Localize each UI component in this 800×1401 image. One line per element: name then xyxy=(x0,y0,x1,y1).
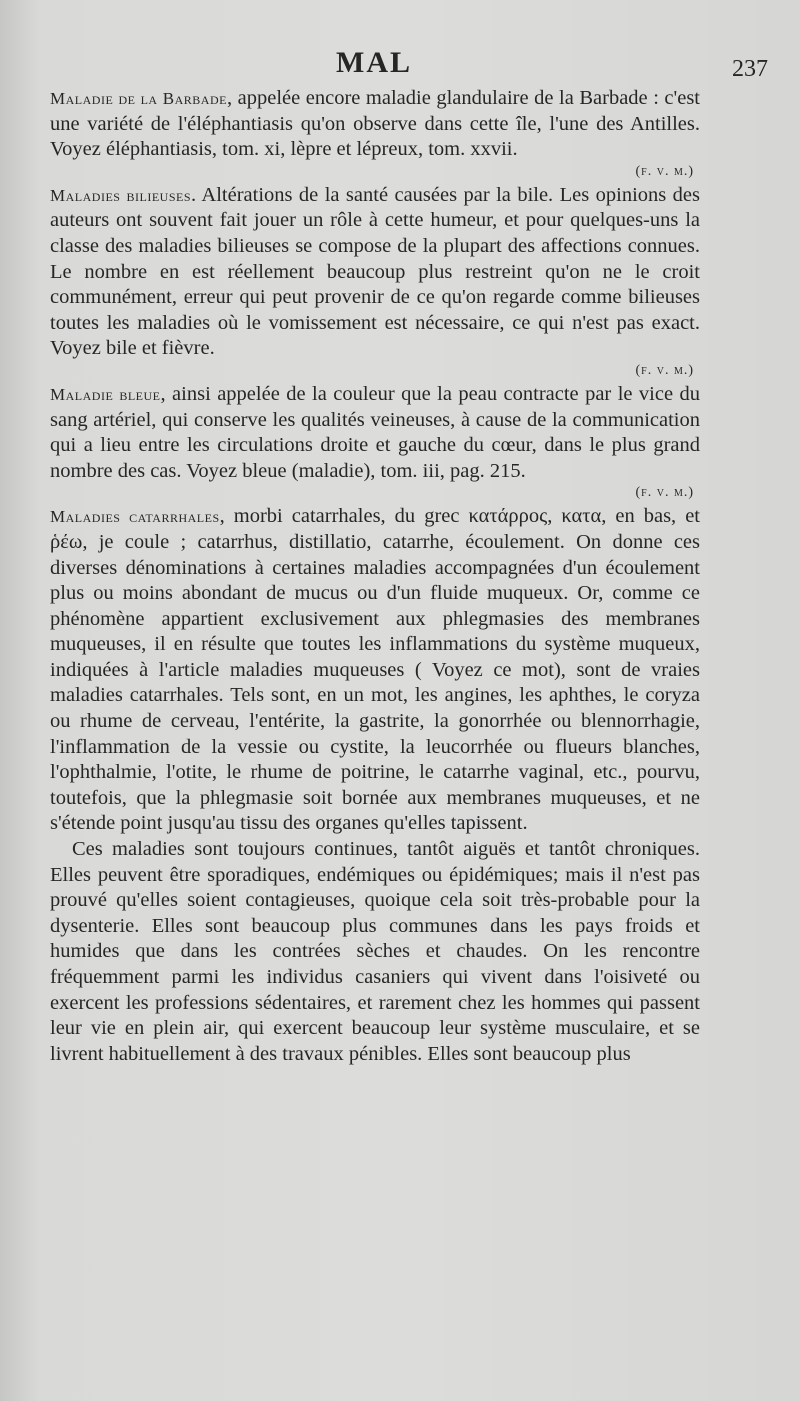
entry-headword: Maladies catarrhales xyxy=(50,507,220,527)
entry-text: , appelée encore maladie glandulaire de la Barbade : c'est une variété de l'éléphantiasis qu'on observe dans cette île, l'une des Antilles. Voyez éléphantiasis, tom. xi, lèpre et lépreux, tom. xxvii. xyxy=(50,87,700,161)
entry-headword: Maladies bilieuses xyxy=(50,185,191,205)
entry-text: , ainsi appelée de la couleur que la peau contracte par le vice du sang artériel, qui conserve les qualités veineuses, à cause de la communication qui a lieu entre les circulations droite et gauche du cœur, dans le plus grand nombre des cas. Voyez bleue (maladie), tom. iii, pag. 215. xyxy=(50,382,700,482)
dictionary-entry xyxy=(50,382,700,504)
dictionary-entry xyxy=(50,86,700,183)
dictionary-entry xyxy=(50,504,700,837)
dictionary-entry xyxy=(50,183,700,382)
page-body xyxy=(50,86,700,1067)
entry-author: (f. v. m.) xyxy=(635,485,694,501)
entry-author: (f. v. m.) xyxy=(635,163,694,179)
entry-headword: Maladie de la Barbade xyxy=(50,89,227,108)
entry-text: , morbi catarrhales, du grec κατάρρος, κατα, en bas, et ῥέω, je coule ; catarrhus, distillatio, catarrhe, écoulement. On donne ces diverses dénominations à certaines maladies accompagnées d'un écoulement plus ou moins abondant de mucus ou d'un fluide muqueux. Or, comme ce phénomène appartient exclusivement aux phlegmasies des membranes muqueuses, il en résulte que toutes les inflammations du système muqueux, indiquées à l'article maladies muqueuses ( Voyez ce mot), sont de vraies maladies catarrhales. Tels sont, en un mot, les angines, les aphthes, le coryza ou rhume de cerveau, l'entérite, la gastrite, la gonorrhée ou blennorrhagie, l'inflammation de la vessie ou cystite, la leucorrhée ou flueurs blanches, l'ophthalmie, l'otite, le rhume de poitrine, le catarrhe vaginal, etc., pourvu, toutefois, que la phlegmasie soit bornée aux membranes muqueuses, et ne s'étende point jusqu'au tissu des organes qu'elles tapissent. xyxy=(50,505,700,835)
body-paragraph: Ces maladies sont toujours continues, tantôt aiguës et tantôt chroniques. Elles peuvent être sporadiques, endémiques ou épidémiques; mais il n'est pas prouvé qu'elles soient contagieuses, quoique cela soit très-probable pour la dysenterie. Elles sont beaucoup plus communes dans les pays froids et humides que dans les contrées sèches et chaudes. On les rencontre fréquemment parmi les individus casaniers qui vivent dans l'oisiveté ou exercent les professions sédentaires, et rarement chez les hommes qui passent leur vie en plein air, qui exercent beaucoup leur système musculaire, et se livrent habituellement à des travaux pénibles. Elles sont beaucoup plus xyxy=(50,838,700,1065)
page-number: 237 xyxy=(732,56,768,82)
page-header xyxy=(0,46,800,86)
running-head: MAL xyxy=(336,46,412,79)
entry-author: (f. v. m.) xyxy=(635,362,694,378)
entry-headword: Maladie bleue xyxy=(50,384,161,404)
entry-text: . Altérations de la santé causées par la bile. Les opinions des auteurs ont souvent fait jouer un rôle à cette humeur, et pour quelques-uns la classe des maladies bilieuses se compose de la plupart des affections connues. Le nombre en est réellement beaucoup plus restreint qu'on ne le croit communément, erreur qui peut provenir de ce qu'on regarde comme bilieuses toutes les maladies où le vomissement est nécessaire, ce qui n'est pas exact. Voyez bile et fièvre. xyxy=(50,183,700,360)
